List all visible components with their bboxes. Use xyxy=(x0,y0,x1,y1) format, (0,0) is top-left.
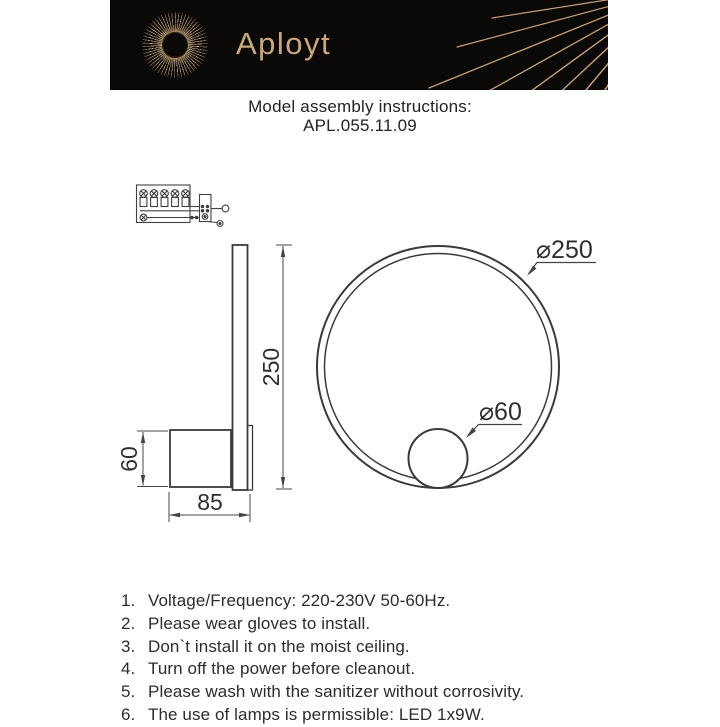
page-title: Model assembly instructions: xyxy=(248,97,472,116)
brand-banner xyxy=(110,0,608,90)
label-ring-diameter: ⌀250 xyxy=(536,236,593,264)
front-view xyxy=(317,246,559,488)
label-ball-diameter: ⌀60 xyxy=(479,398,522,426)
list-item-text: Turn off the power before cleanout. xyxy=(148,659,416,679)
list-item-number: 3. xyxy=(121,636,136,656)
list-item-number: 2. xyxy=(121,613,136,633)
list-item-number: 5. xyxy=(121,682,136,702)
instructions-list xyxy=(121,590,641,727)
brand-logo-text: Aployt xyxy=(236,26,332,61)
list-item xyxy=(121,590,641,613)
list-item xyxy=(121,704,641,727)
list-item-number: 1. xyxy=(121,591,136,610)
dimension-label-height: 250 xyxy=(258,347,284,387)
leader-ball-diameter xyxy=(466,425,522,439)
sunburst-center-disc xyxy=(162,32,188,58)
list-item-number: 4. xyxy=(121,659,136,679)
side-view xyxy=(170,245,253,490)
list-item-text: The use of lamps is permissible: LED 1x9W. xyxy=(148,704,485,724)
list-item-text: Don`t install it on the moist ceiling. xyxy=(148,636,410,656)
list-item xyxy=(121,613,641,636)
list-item-number: 6. xyxy=(121,704,136,724)
wiring-diagram-icon xyxy=(137,185,229,227)
leader-ring-diameter xyxy=(527,263,596,277)
list-item-text: Voltage/Frequency: 220-230V 50-60Hz. xyxy=(148,591,451,610)
list-item-text: Please wash with the sanitizer without corrosivity. xyxy=(148,682,525,702)
list-item xyxy=(121,636,641,659)
technical-drawing xyxy=(0,140,720,560)
sunburst-icon xyxy=(142,12,208,78)
list-item xyxy=(121,681,641,704)
list-item-text: Please wear gloves to install. xyxy=(148,613,371,633)
model-number: APL.055.11.09 xyxy=(303,116,417,135)
dimension-label-mount-height: 60 xyxy=(116,446,142,472)
dimension-label-width: 85 xyxy=(197,489,223,515)
list-item xyxy=(121,658,641,681)
header-titles xyxy=(0,97,720,135)
